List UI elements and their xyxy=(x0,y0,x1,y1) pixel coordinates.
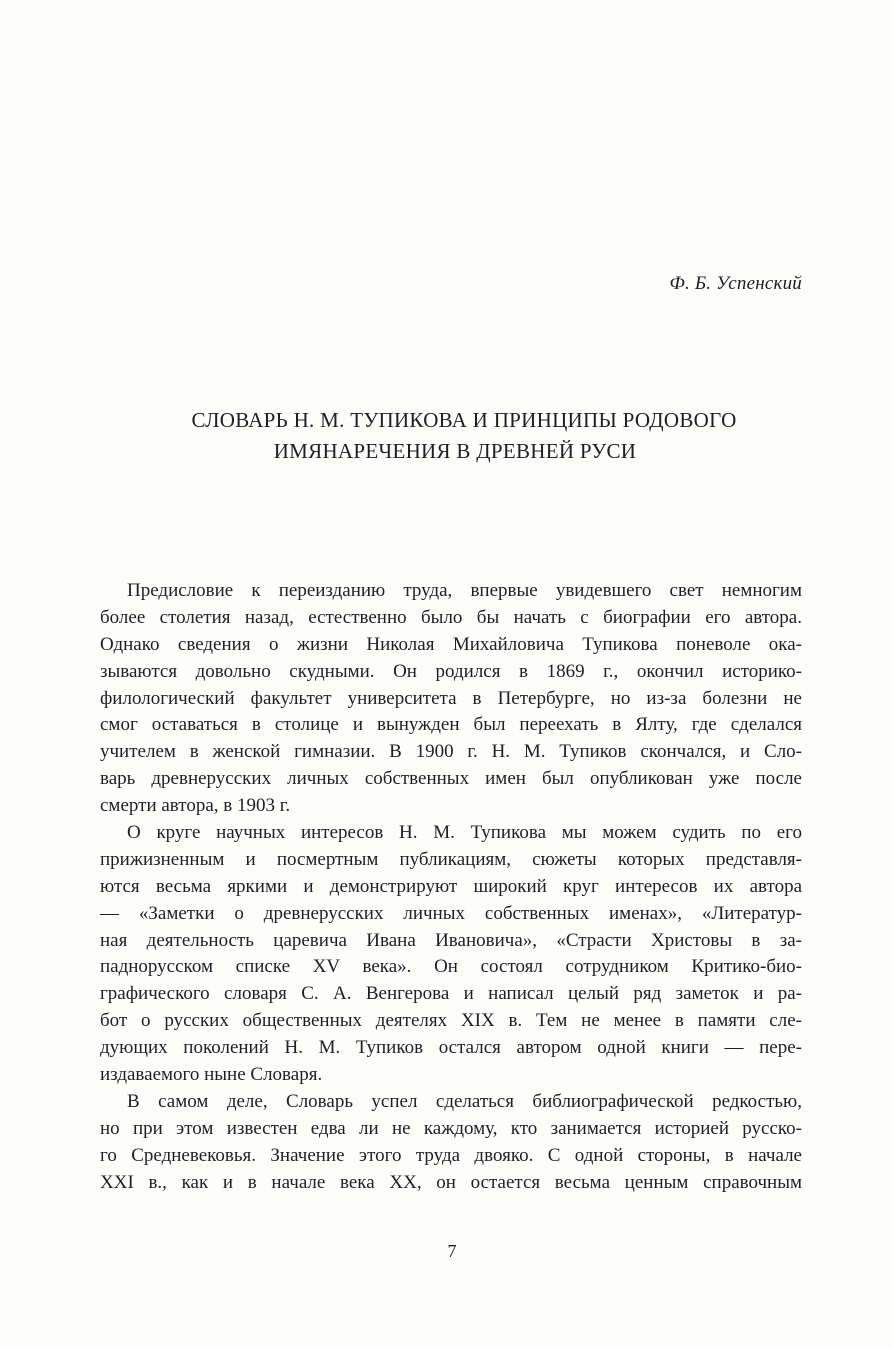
text-line: ются весьма яркими и демонстрируют широкий круг интересов их автора xyxy=(100,875,802,897)
text-line: — «Заметки о древнерусских личных собственных именах», «Литератур- xyxy=(100,902,802,924)
paragraph-1 xyxy=(100,578,802,820)
title-line-2: ИМЯНАРЕЧЕНИЯ В ДРЕВНЕЙ РУСИ xyxy=(273,439,637,463)
text-line: но при этом известен едва ли не каждому, кто занимается историей русско- xyxy=(100,1117,802,1139)
page-number: 7 xyxy=(447,1241,457,1261)
text-line: издаваемого ныне Словаря. xyxy=(100,1064,323,1086)
text-line: ная деятельность царевича Ивана Ивановича», «Страсти Христовы в за- xyxy=(100,929,802,951)
text-line: зываются довольно скудными. Он родился в 1869 г., окончил историко- xyxy=(100,660,802,682)
text-line: Предисловие к переизданию труда, впервые увидевшего свет немногим xyxy=(127,580,802,601)
text-line: учителем в женской гимназии. В 1900 г. Н. М. Тупиков скончался, и Сло- xyxy=(100,741,802,763)
text-line: филологический факультет университета в Петербурге, но из-за болезни не xyxy=(100,687,802,709)
text-line: О круге научных интересов Н. М. Тупикова мы можем судить по его xyxy=(127,822,802,844)
article-title xyxy=(0,405,892,467)
text-line: дующих поколений Н. М. Тупиков остался автором одной книги — пере- xyxy=(100,1037,802,1059)
paragraph-3 xyxy=(100,1089,802,1197)
text-line: прижизненным и посмертным публикациям, сюжеты которых представля- xyxy=(100,848,802,870)
text-line: графического словаря С. А. Венгерова и написал целый ряд заметок и ра- xyxy=(100,983,802,1005)
text-line: паднорусском списке XV века». Он состоял сотрудником Критико-био- xyxy=(100,956,802,978)
text-line: бот о русских общественных деятелях XIX в. Тем не менее в памяти сле- xyxy=(100,1010,802,1032)
text-line: более столетия назад, естественно было бы начать с биографии его автора. xyxy=(100,606,802,628)
text-line: варь древнерусских личных собственных имен был опубликован уже после xyxy=(100,768,802,790)
author-name: Ф. Б. Успенский xyxy=(669,273,802,294)
text-line: смерти автора, в 1903 г. xyxy=(100,795,291,817)
text-line: XXI в., как и в начале века XX, он остается весьма ценным справочным xyxy=(100,1171,802,1193)
text-line: Однако сведения о жизни Николая Михайловича Тупикова поневоле ока- xyxy=(100,633,802,655)
text-line: смог оставаться в столице и вынужден был переехать в Ялту, где сделался xyxy=(100,714,802,736)
title-line-1: СЛОВАРЬ Н. М. ТУПИКОВА И ПРИНЦИПЫ РОДОВОГО xyxy=(191,408,737,432)
paragraph-2 xyxy=(100,820,802,1089)
text-line: го Средневековья. Значение этого труда двояко. С одной стороны, в начале xyxy=(100,1144,802,1166)
body-text xyxy=(100,578,802,1196)
text-line: В самом деле, Словарь успел сделаться библиографической редкостью, xyxy=(127,1090,802,1112)
